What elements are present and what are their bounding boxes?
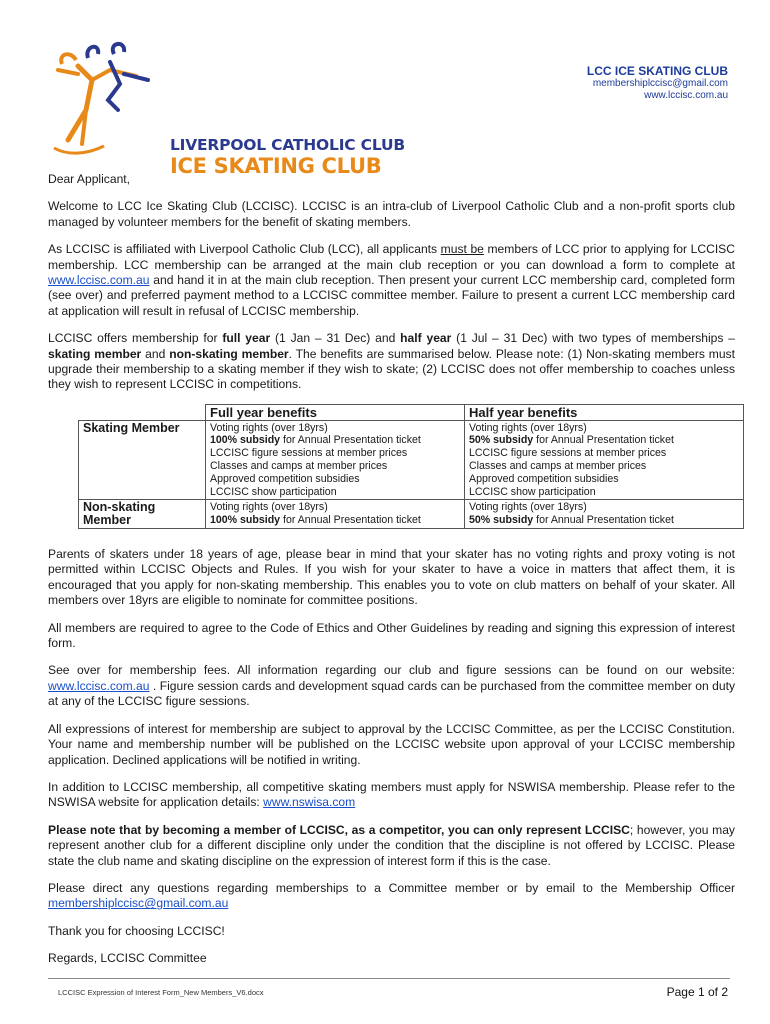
header-half-year: Half year benefits: [465, 404, 744, 420]
footer-divider: [48, 978, 730, 979]
benefit-item: LCCISC figure sessions at member prices: [469, 447, 667, 460]
benefit-item: LCCISC show participation: [469, 485, 596, 498]
greeting: Dear Applicant,: [48, 172, 131, 186]
benefit-item: 100% subsidy for Annual Presentation ticket: [210, 434, 421, 447]
paragraph-questions: Please direct any questions regarding memberships to a Committee member or by email to the Membership Officer membershiplccisc@gmail.com.au: [48, 880, 735, 911]
benefit-item: 50% subsidy for Annual Presentation ticket: [469, 514, 674, 527]
benefit-item: 100% subsidy for Annual Presentation ticket: [210, 514, 421, 527]
logo-title: LIVERPOOL CATHOLIC CLUB: [170, 136, 405, 154]
benefit-item: Voting rights (over 18yrs): [210, 501, 328, 514]
club-name: LCC ICE SKATING CLUB: [586, 64, 728, 78]
benefit-item: Voting rights (over 18yrs): [210, 421, 328, 434]
benefit-item: Voting rights (over 18yrs): [469, 421, 587, 434]
paragraph-affiliation: As LCCISC is affiliated with Liverpool Catholic Club (LCC), all applicants must be members of LCC prior to applying for LCCISC membership. LCC membership can be arranged at the main club reception or you can download a form to complete at www.lccisc.com.au and hand it in at the main club reception. Then present your current LCC membership card, completed form (see over) and preferred payment method to a LCCISC committee member. Failure to present a current LCC membership card at application will result in refusal of LCCISC membership.: [48, 242, 735, 318]
nonskating-half-benefits: [465, 500, 744, 529]
benefit-item: LCCISC show participation: [210, 485, 337, 498]
header-full-year: Full year benefits: [206, 404, 465, 420]
skating-full-benefits: [206, 420, 465, 500]
row-label-nonskating: Non-skating Member: [79, 500, 206, 529]
paragraph-welcome: Welcome to LCC Ice Skating Club (LCCISC). LCCISC is an intra-club of Liverpool Catholic Club and a non-profit sports club managed by volunteer members for the benefit of skating members.: [48, 199, 735, 229]
benefit-item: Approved competition subsidies: [210, 472, 360, 485]
benefit-item: Classes and camps at member prices: [469, 460, 647, 473]
paragraph-code-of-ethics: All members are required to agree to the Code of Ethics and Other Guidelines by reading and signing this expression of interest form.: [48, 620, 735, 651]
nswisa-link[interactable]: www.nswisa.com: [263, 795, 356, 810]
benefits-table: [78, 404, 744, 529]
benefit-item: LCCISC figure sessions at member prices: [210, 447, 408, 460]
paragraph-competitor-note: Please note that by becoming a member of LCCISC, as a competitor, you can only represent LCCISC; however, you may represent another club for a different discipline only under the condition that the discipline is not offered by LCCISC. Please state the club name and skating discipline on the expression of interest form if this is the case.: [48, 822, 735, 868]
paragraph-approval: All expressions of interest for membership are subject to approval by the LCCISC Committee, as per the LCCISC Constitution. Your name and membership number will be published on the LCCISC website upon approval of your LCCISC membership application. Declined applications will be notified in writing.: [48, 721, 735, 767]
row-label-skating: Skating Member: [79, 420, 206, 500]
lccisc-website-link-2[interactable]: www.lccisc.com.au: [48, 678, 150, 693]
footer-filename: LCCISC Expression of Interest Form_New Members_V6.docx: [58, 988, 264, 997]
paragraph-fees: See over for membership fees. All information regarding our club and figure sessions can be found on our website: www.lccisc.com.au . Figure session cards and development squad cards can be purchased from the committee member on duty at any of the LCCISC figure sessions.: [48, 663, 735, 709]
logo-subtitle: ICE SKATING CLUB: [170, 154, 382, 178]
paragraph-thanks: Thank you for choosing LCCISC!: [48, 923, 225, 938]
letter-body: [48, 172, 735, 979]
membership-email-link[interactable]: membershiplccisc@gmail.com.au: [48, 896, 229, 911]
paragraph-nswisa: In addition to LCCISC membership, all competitive skating members must apply for NSWISA membership. Please refer to the NSWISA website for application details: www.nswisa.com: [48, 779, 735, 810]
benefit-item: Approved competition subsidies: [469, 472, 619, 485]
benefit-item: Voting rights (over 18yrs): [469, 501, 587, 514]
paragraph-membership-types: LCCISC offers membership for full year (1 Jan – 31 Dec) and half year (1 Jul – 31 Dec) with two types of memberships – skating member and non-skating member. The benefits are summarised below. Please note: (1) Non-skating members must upgrade their membership to a skating member if they wish to skate; (2) LCCISC does not offer membership to coaches unless they wish to represent LCCISC in competitions.: [48, 331, 736, 392]
lccisc-website-link[interactable]: www.lccisc.com.au: [48, 273, 150, 288]
skating-half-benefits: [465, 420, 744, 500]
benefit-item: 50% subsidy for Annual Presentation ticket: [469, 434, 674, 447]
contact-website: www.lccisc.com.au: [644, 90, 728, 101]
paragraph-parents: Parents of skaters under 18 years of age, please bear in mind that your skater has no voting rights and proxy voting is not permitted within LCCISC Objects and Rules. If you wish for your skater to have a voice in matters that affect them, it is encouraged that you apply for non-skating membership. This enables you to vote on club matters on behalf of your skater. All members over 18yrs are eligible to nominate for committee positions.: [48, 547, 735, 608]
benefit-item: Classes and camps at member prices: [210, 460, 388, 473]
page-number: Page 1 of 2: [666, 985, 728, 999]
must-be-emphasis: must be: [440, 242, 484, 257]
paragraph-regards: Regards, LCCISC Committee: [48, 951, 207, 966]
club-logo: [48, 40, 405, 178]
nonskating-full-benefits: [206, 500, 465, 529]
contact-email: membershiplccisc@gmail.com: [592, 78, 728, 89]
contact-block: [587, 64, 728, 102]
